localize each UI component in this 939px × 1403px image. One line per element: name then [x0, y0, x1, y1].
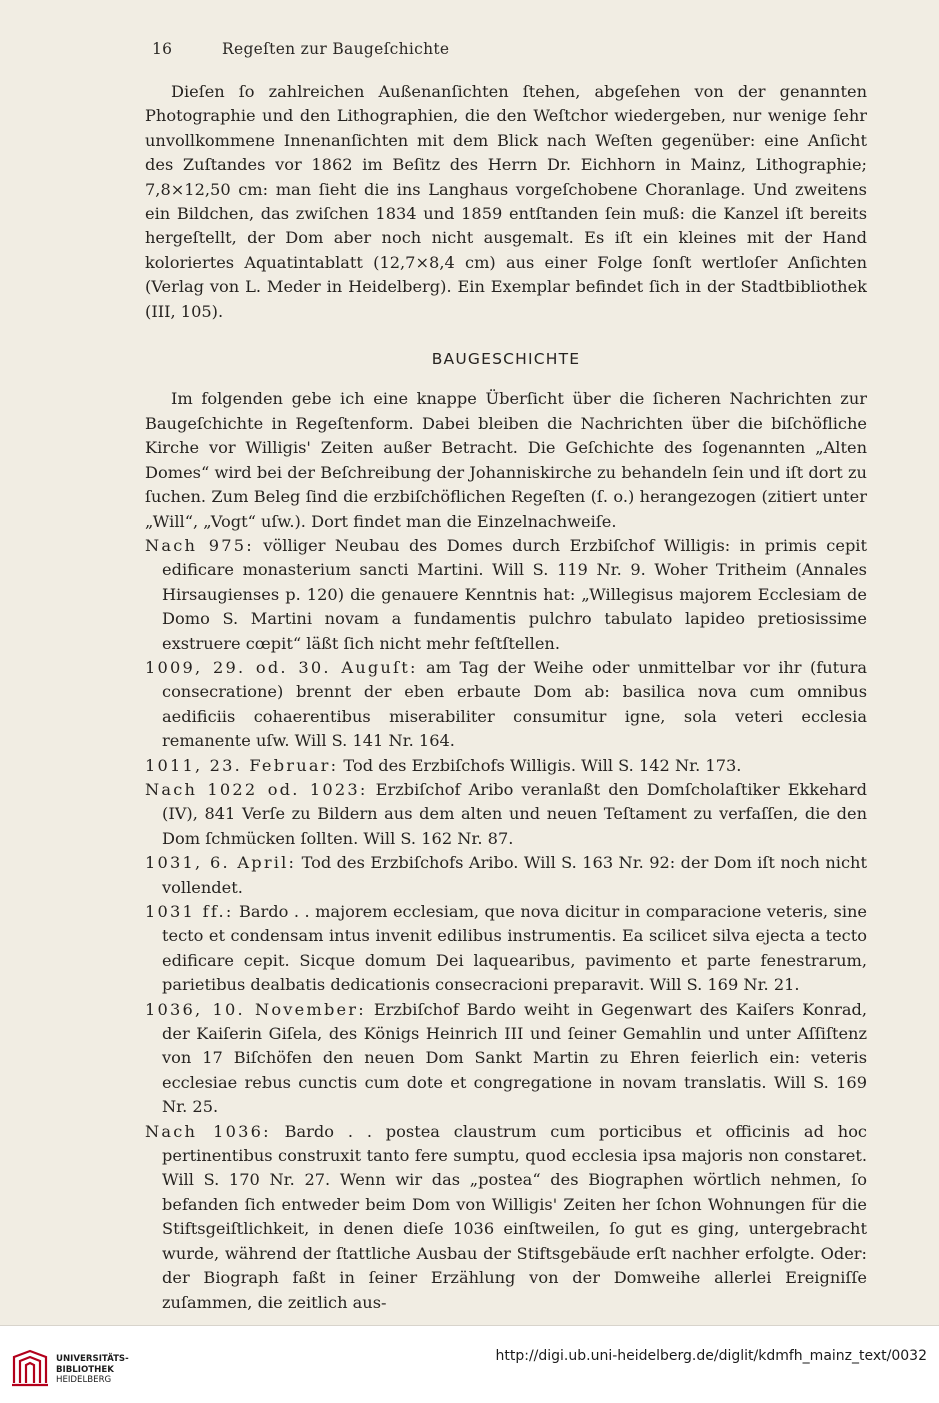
regest-entry	[145, 778, 867, 851]
university-library-logo-icon	[10, 1347, 50, 1387]
viewer-footer	[0, 1325, 939, 1403]
permalink-url[interactable]: http://digi.ub.uni-heidelberg.de/diglit/kdmfh_mainz_text/0032	[495, 1348, 927, 1364]
regest-date: 1031 ff.:	[145, 902, 234, 921]
library-name-line2: BIBLIOTHEK	[56, 1364, 114, 1375]
running-header	[152, 40, 872, 58]
regest-text: Tod des Erzbiſchofs Aribo. Will S. 163 Nr. 92: der Dom iſt noch nicht vollendet.	[162, 853, 867, 897]
page-body	[145, 80, 867, 1315]
regest-date: 1036, 10. November:	[145, 999, 366, 1019]
regest-date: Nach 1022 od. 1023:	[145, 779, 368, 799]
regest-entry	[145, 534, 867, 656]
intro-paragraph: Dieſen ſo zahlreichen Außenanſichten ſtehen, abgeſehen von der genannten Photographie und den Lithographien, die den Weſtchor wiedergeben, nur wenige ſehr unvollkommene Innenanſichten mit dem Blick nach Weſten gegenüber: eine Anſicht des Zuſtandes vor 1862 im Beſitz des Herrn Dr. Eichhorn in Mainz, Lithographie; 7,8×12,50 cm: man ſieht die ins Langhaus vorgeſchobene Choranlage. Und zweitens ein Bildchen, das zwiſchen 1834 und 1859 entſtanden ſein muß: die Kanzel iſt bereits hergeſtellt, der Dom aber noch nicht ausgemalt. Es iſt ein kleines mit der Hand koloriertes Aquatintablatt (12,7×8,4 cm) aus einer Folge ſonſt wertloſer Anſichten (Verlag von L. Meder in Heidelberg). Ein Exemplar befindet ſich in der Stadtbibliothek (III, 105).	[145, 82, 867, 321]
regest-date: 1009, 29. od. 30. Auguſt:	[145, 657, 418, 677]
section-heading: BAUGESCHICHTE	[431, 350, 581, 369]
regest-date: Nach 1036:	[145, 1121, 271, 1141]
lead-paragraph: Im folgenden gebe ich eine knappe Überſicht über die ſicheren Nachrichten zur Baugeſchichte in Regeſtenform. Dabei bleiben die Nachrichten über die biſchöfliche Kirche vor Willigis' Zeiten außer Betracht. Die Geſchichte des ſogenannten „Alten Domes“ wird bei der Beſchreibung der Johanniskirche zu behandeln ſein und iſt dort zu ſuchen. Zum Beleg ſind die erzbiſchöflichen Regeſten (ſ. o.) herangezogen (zitiert unter „Will“, „Vogt“ uſw.). Dort findet man die Einzelnachweiſe.	[145, 389, 867, 531]
regest-entry	[145, 754, 867, 778]
regest-entry	[145, 656, 867, 754]
library-name-line1: UNIVERSITÄTS-	[56, 1354, 129, 1364]
regest-entry	[145, 998, 867, 1120]
page-number: 16	[152, 40, 173, 58]
regest-entry	[145, 1120, 867, 1315]
regest-text: Erzbiſchof Aribo veranlaßt den Domſcholaſtiker Ekkehard (IV), 841 Verſe zu Bildern aus dem alten und neuen Teſtament zu verfaſſen, die den Dom ſchmücken ſollten. Will S. 162 Nr. 87.	[162, 779, 867, 848]
regest-date: 1031, 6. April:	[145, 853, 297, 873]
regest-date: Nach 975:	[145, 535, 254, 555]
regest-text: Tod des Erzbiſchofs Willigis. Will S. 142 Nr. 173.	[338, 755, 742, 775]
library-name-line3: HEIDELBERG	[56, 1375, 112, 1385]
regest-text: Erzbiſchof Bardo weiht in Gegenwart des Kaiſers Konrad, der Kaiſerin Giſela, des Königs Heinrich III und ſeiner Gemahlin und unter Aſſiſtenz von 17 Biſchöfen den neuen Dom Sankt Martin zu Ehren feierlich ein: veteris ecclesiae rebus cunctis cum dote et congregatione in novam translatis. Will S. 169 Nr. 25.	[162, 999, 868, 1117]
regest-entry	[145, 900, 867, 998]
regest-entry	[145, 851, 867, 900]
library-name	[56, 1354, 129, 1386]
regest-text: am Tag der Weihe oder unmittelbar vor ihr (futura consecratione) brennt der eben erbaute Dom ab: basilica nova cum omnibus aedificiis cohaerentibus miserabiliter consumitur igne, sola veteri ecclesia remanente uſw. Will S. 141 Nr. 164.	[162, 657, 867, 751]
regest-text: Bardo . . postea claustrum cum porticibus et officinis ad hoc pertinentibus construxit tanto fere sumptu, quod ecclesia ipsa majoris non constaret. Will S. 170 Nr. 27. Wenn wir das „postea“ des Biographen wörtlich nehmen, ſo befanden ſich entweder beim Dom von Willigis' Zeiten her ſchon Wohnungen für die Stiftsgeiſtlichkeit, in denen dieſe 1036 einſtweilen, ſo gut es ging, untergebracht wurde, während der ſtattliche Ausbau der Stiftsgebäude erſt nachher erfolgte. Oder: der Biograph faßt in ſeiner Erzählung von der Domweihe allerlei Ereigniſſe zuſammen, die zeitlich aus-	[162, 1121, 868, 1312]
regest-date: 1011, 23. Februar:	[145, 755, 339, 775]
regest-text: Bardo . . majorem ecclesiam, que nova dicitur in comparacione veteris, sine tecto et condensam intus invenit edilibus instrumentis. Ea scilicet silva ejecta a tecto edificare cepit. Sicque domum Dei laquearibus, pavimento et parte fenestrarum, parietibus dealbatis dedicationis consecracioni preparavit. Will S. 169 Nr. 21.	[162, 902, 867, 995]
regest-text: völliger Neubau des Domes durch Erzbiſchof Willigis: in primis cepit edificare monasterium sancti Martini. Will S. 119 Nr. 9. Woher Tritheim (Annales Hirsaugienses p. 120) die genauere Kenntnis hat: „Willegisus majorem Ecclesiam de Domo S. Martini novam a fundamentis pulchro tabulato lapideo pretiosissime exstruere cœpit“ läßt ſich nicht mehr feſtſtellen.	[162, 535, 867, 653]
running-title: Regeſten zur Baugeſchichte	[222, 40, 450, 58]
